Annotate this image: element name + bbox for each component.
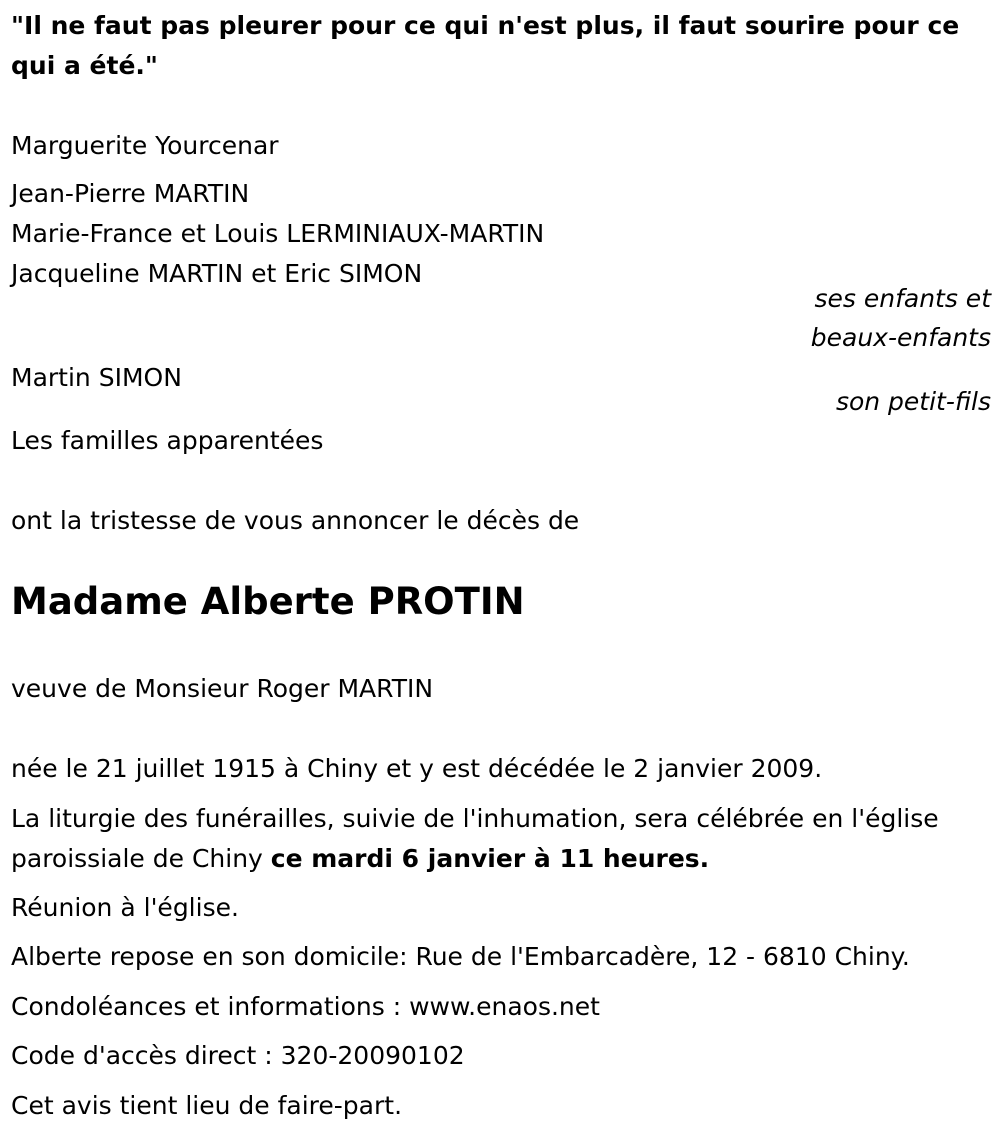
grandchild-name: Martin SIMON <box>11 363 182 392</box>
announcement: ont la tristesse de vous annoncer le décès de <box>11 506 580 535</box>
quote-author: Marguerite Yourcenar <box>11 131 279 160</box>
quote: "Il ne faut pas pleurer pour ce qui n'est plus, il faut sourire pour ce qui a été." <box>11 11 960 80</box>
widow-of: veuve de Monsieur Roger MARTIN <box>11 674 434 703</box>
funeral-text: La liturgie des funérailles, suivie de l'inhumation, sera célébrée en l'église paroissiale de Chiny <box>11 804 939 873</box>
deceased-name: Madame Alberte PROTIN <box>11 580 525 623</box>
children-relation: beaux-enfants <box>810 323 991 352</box>
child-name: Marie-France et Louis LERMINIAUX-MARTIN <box>11 219 545 248</box>
children-relation: ses enfants et <box>814 284 991 313</box>
child-name: Jacqueline MARTIN et Eric SIMON <box>11 259 423 288</box>
rest-place: Alberte repose en son domicile: Rue de l'Embarcadère, 12 - 6810 Chiny. <box>11 942 910 971</box>
condolences: Condoléances et informations : www.enaos.net <box>11 992 600 1021</box>
meeting-place: Réunion à l'église. <box>11 893 239 922</box>
grandchild-relation: son petit-fils <box>835 387 991 416</box>
notice: Cet avis tient lieu de faire-part. <box>11 1091 403 1120</box>
related-families: Les familles apparentées <box>11 426 324 455</box>
child-name: Jean-Pierre MARTIN <box>11 179 250 208</box>
birth-death: née le 21 juillet 1915 à Chiny et y est décédée le 2 janvier 2009. <box>11 754 823 783</box>
access-code: Code d'accès direct : 320-20090102 <box>11 1041 465 1070</box>
funeral-info <box>11 799 991 879</box>
funeral-when: ce mardi 6 janvier à 11 heures. <box>270 844 710 873</box>
